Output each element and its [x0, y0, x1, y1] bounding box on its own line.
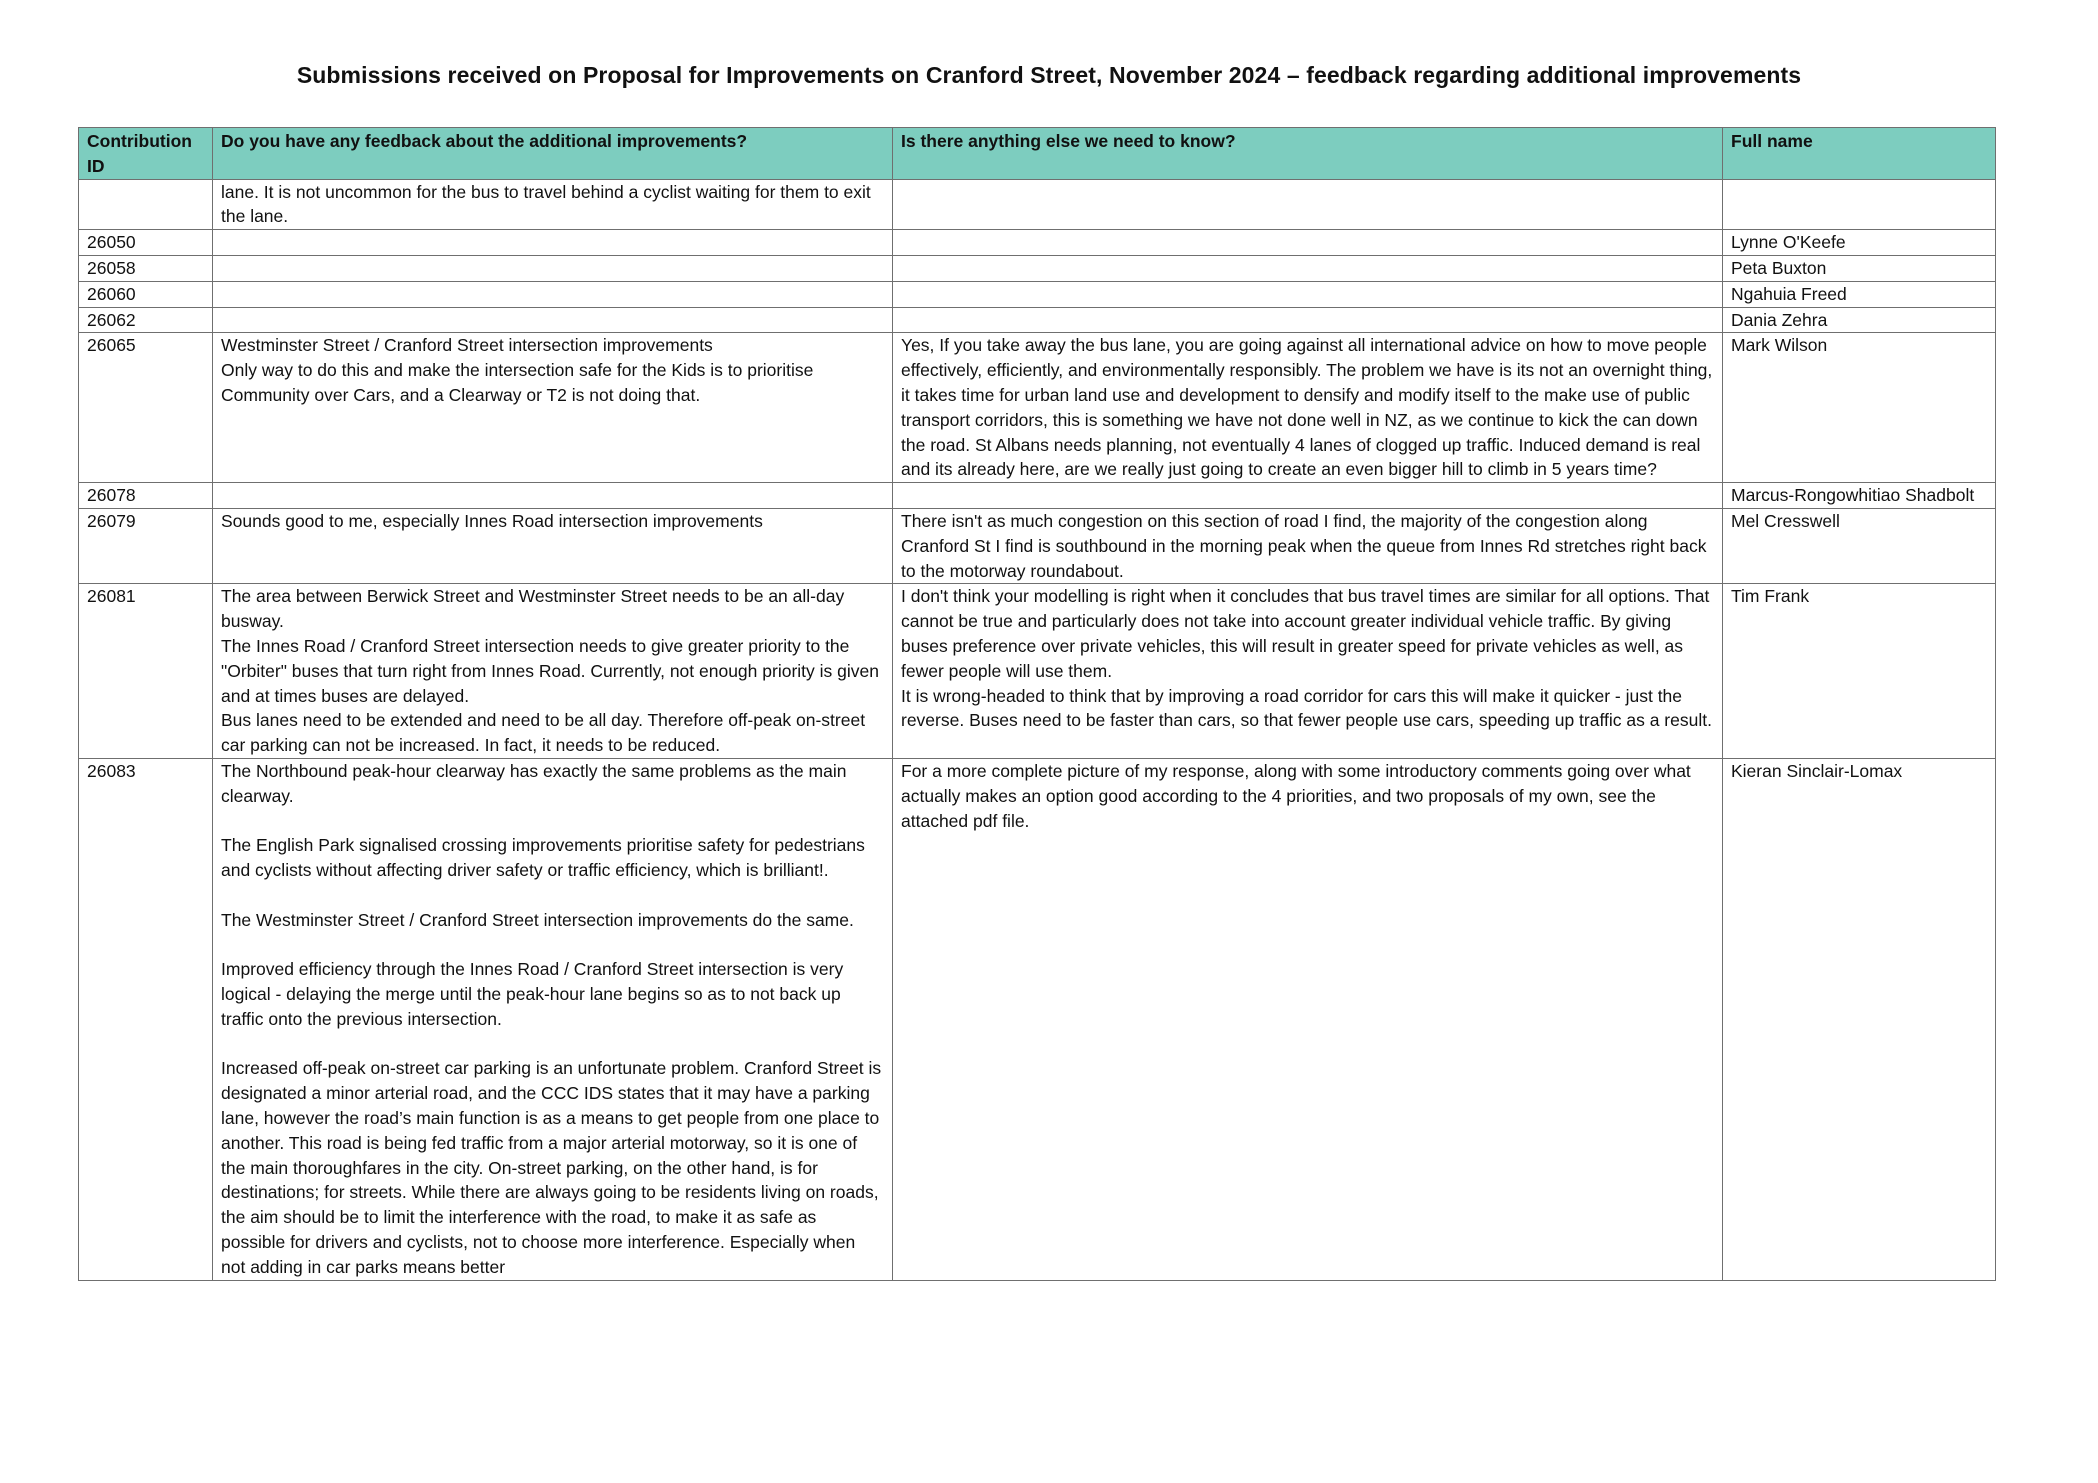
cell-anything-else [893, 483, 1723, 509]
cell-anything-else [893, 307, 1723, 333]
table-header-row [79, 128, 1996, 180]
table-row [79, 508, 1996, 583]
cell-contribution-id: 26065 [79, 333, 213, 483]
cell-full-name: Kieran Sinclair-Lomax [1723, 758, 1996, 1280]
cell-contribution-id: 26050 [79, 230, 213, 256]
header-contribution-id: Contribution ID [79, 128, 213, 180]
cell-feedback [213, 307, 893, 333]
header-full-name: Full name [1723, 128, 1996, 180]
cell-full-name: Tim Frank [1723, 584, 1996, 759]
table-row [79, 307, 1996, 333]
cell-feedback: The Northbound peak-hour clearway has exactly the same problems as the main clearway. The English Park signalised crossing improvements prioritise safety for pedestrians and cyclists without affecting driver safety or traffic efficiency, which is brilliant!. The Westminster Street / Cranford Street intersection improvements do the same. Improved efficiency through the Innes Road / Cranford Street intersection is very logical - delaying the merge until the peak-hour lane begins so as to not back up traffic onto the previous intersection. Increased off-peak on-street car parking is an unfortunate problem. Cranford Street is designated a minor arterial road, and the CCC IDS states that it may have a parking lane, however the road’s main function is as a means to get people from one place to another. This road is being fed traffic from a major arterial motorway, so it is one of the main thoroughfares in the city. On-street parking, on the other hand, is for destinations; for streets. While there are always going to be residents living on roads, the aim should be to limit the interference with the road, to make it as safe as possible for drivers and cyclists, not to choose more interference. Especially when not adding in car parks means better [213, 758, 893, 1280]
header-anything-else: Is there anything else we need to know? [893, 128, 1723, 180]
cell-contribution-id: 26083 [79, 758, 213, 1280]
cell-feedback [213, 255, 893, 281]
cell-feedback: The area between Berwick Street and Westminster Street needs to be an all-day busway. The Innes Road / Cranford Street intersection needs to give greater priority to the "Orbiter" buses that turn right from Innes Road. Currently, not enough priority is given and at times buses are delayed. Bus lanes need to be extended and need to be all day. Therefore off-peak on-street car parking can not be increased. In fact, it needs to be reduced. [213, 584, 893, 759]
cell-contribution-id [79, 179, 213, 230]
table-row [79, 179, 1996, 230]
cell-full-name: Ngahuia Freed [1723, 281, 1996, 307]
cell-anything-else: For a more complete picture of my response, along with some introductory comments going over what actually makes an option good according to the 4 priorities, and two proposals of my own, see the attached pdf file. [893, 758, 1723, 1280]
cell-full-name: Marcus-Rongowhitiao Shadbolt [1723, 483, 1996, 509]
page-title: Submissions received on Proposal for Improvements on Cranford Street, November 2024 – feedback regarding additional improvements [296, 62, 1802, 88]
cell-contribution-id: 26062 [79, 307, 213, 333]
cell-full-name [1723, 179, 1996, 230]
table-row [79, 758, 1996, 1280]
cell-contribution-id: 26058 [79, 255, 213, 281]
cell-full-name: Peta Buxton [1723, 255, 1996, 281]
table-row [79, 255, 1996, 281]
table-row [79, 230, 1996, 256]
cell-feedback: Sounds good to me, especially Innes Road intersection improvements [213, 508, 893, 583]
table-row [79, 483, 1996, 509]
submissions-table [78, 127, 1996, 1281]
cell-full-name: Dania Zehra [1723, 307, 1996, 333]
cell-feedback [213, 230, 893, 256]
cell-anything-else [893, 230, 1723, 256]
cell-anything-else: Yes, If you take away the bus lane, you are going against all international advice on how to move people effectively, efficiently, and environmentally responsibly. The problem we have is its not an overnight thing, it takes time for urban land use and development to densify and modify itself to the make use of public transport corridors, this is something we have not done well in NZ, as we continue to kick the can down the road. St Albans needs planning, not eventually 4 lanes of clogged up traffic. Induced demand is real and its already here, are we really just going to create an even bigger hill to climb in 5 years time? [893, 333, 1723, 483]
cell-anything-else [893, 255, 1723, 281]
cell-feedback: lane. It is not uncommon for the bus to travel behind a cyclist waiting for them to exit the lane. [213, 179, 893, 230]
table-row [79, 281, 1996, 307]
cell-contribution-id: 26079 [79, 508, 213, 583]
cell-anything-else: I don't think your modelling is right when it concludes that bus travel times are similar for all options. That cannot be true and particularly does not take into account greater individual vehicle traffic. By giving buses preference over private vehicles, this will result in greater speed for private vehicles as well, as fewer people will use them. It is wrong-headed to think that by improving a road corridor for cars this will make it quicker - just the reverse. Buses need to be faster than cars, so that fewer people use cars, speeding up traffic as a result. [893, 584, 1723, 759]
cell-anything-else [893, 179, 1723, 230]
cell-feedback [213, 483, 893, 509]
header-feedback: Do you have any feedback about the additional improvements? [213, 128, 893, 180]
table-row [79, 584, 1996, 759]
cell-anything-else: There isn't as much congestion on this section of road I find, the majority of the congestion along Cranford St I find is southbound in the morning peak when the queue from Innes Rd stretches right back to the motorway roundabout. [893, 508, 1723, 583]
cell-full-name: Mel Cresswell [1723, 508, 1996, 583]
cell-full-name: Mark Wilson [1723, 333, 1996, 483]
cell-anything-else [893, 281, 1723, 307]
cell-contribution-id: 26060 [79, 281, 213, 307]
cell-feedback [213, 281, 893, 307]
table-row [79, 333, 1996, 483]
cell-contribution-id: 26078 [79, 483, 213, 509]
cell-contribution-id: 26081 [79, 584, 213, 759]
cell-feedback: Westminster Street / Cranford Street intersection improvements Only way to do this and make the intersection safe for the Kids is to prioritise Community over Cars, and a Clearway or T2 is not doing that. [213, 333, 893, 483]
cell-full-name: Lynne O'Keefe [1723, 230, 1996, 256]
